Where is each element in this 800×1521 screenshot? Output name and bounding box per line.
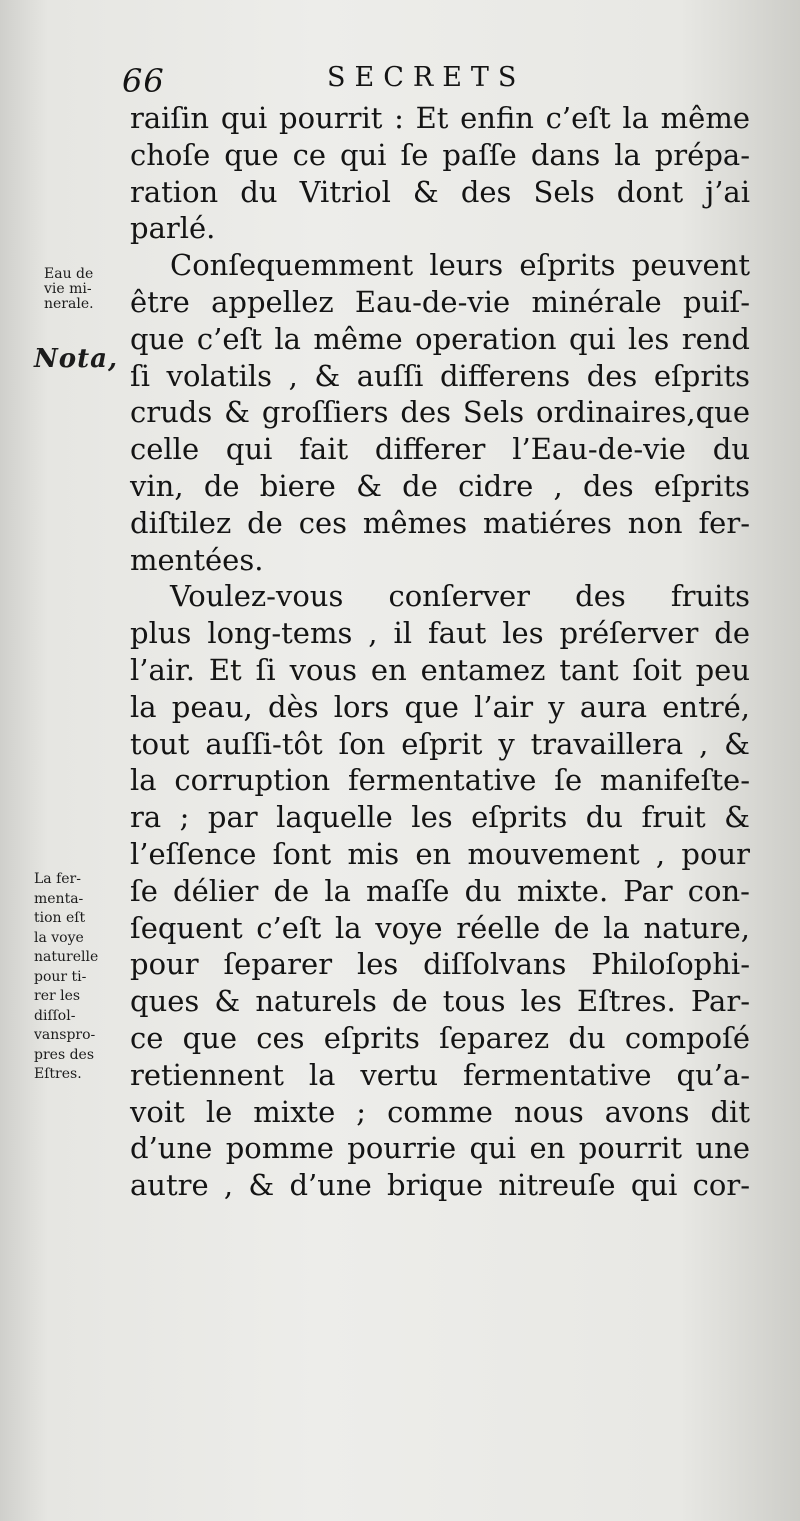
text-line: mentées. [130,542,264,577]
text-line: autre , & d’une brique nitreuſe qui cor- [130,1168,750,1203]
text-line: l’air. Et ſi vous en entamez tant ſoit peu [130,652,750,687]
text-line: ce que ces eſprits ſeparez du compoſé [130,1020,750,1055]
text-line: ſe délier de la maſſe du mixte. Par con- [130,873,750,908]
page-number: 66 [122,62,165,100]
text-line: tout auſſi-tôt ſon eſprit y travaillera , & [130,726,750,761]
text-line: vin, de biere & de cidre , des eſprits [130,468,750,503]
text-line: celle qui fait differer l’Eau-de-vie du [130,432,750,467]
text-line: voit le mixte ; comme nous avons dit [130,1094,750,1129]
text-line: ſequent c’eſt la voye réelle de la nature, [130,910,750,945]
text-line: Conſequemment leurs eſprits peuvent [170,248,750,283]
running-title: SECRETS [327,62,526,93]
text-line: cruds & groſſiers des Sels ordinaires,que [130,395,750,430]
body-text [130,100,750,1204]
text-line: parlé. [130,211,216,246]
text-line: la corruption fermentative ſe manifeſte- [130,763,750,798]
text-line: Voulez-vous conſerver des fruits [170,579,750,614]
text-line: la peau, dès lors que l’air y aura entré, [130,689,750,724]
margin-note-eau-de-vie: Eau de vie mi- nerale. [44,266,94,312]
page-header [122,58,602,102]
text-line: retiennent la vertu fermentative qu’a- [130,1057,750,1092]
margin-note-nota: Nota, [34,344,119,374]
text-line: raiſin qui pourrit : Et enfin c’eſt la même [130,101,750,135]
text-line: ration du Vitriol & des Sels dont j’ai [130,174,750,209]
text-line: ques & naturels de tous les Eſtres. Par- [130,984,750,1019]
text-line: pour ſeparer les diſſolvans Philoſophi- [130,947,750,982]
text-line: diſtilez de ces mêmes matiéres non fer- [130,505,750,540]
margin-note-fermentation: La fer- menta- tion eſt la voye naturelle pour ti- rer les diſſol- vanspro- pres des Eſtres. [34,871,99,1082]
text-line: d’une pomme pourrie qui en pourrit une [130,1131,750,1166]
text-line: que c’eſt la même operation qui les rend [130,321,750,356]
text-line: l’eſſence ſont mis en mouvement , pour [130,836,750,871]
text-line: plus long-tems , il faut les préſerver de [130,616,750,651]
text-line: être appellez Eau-de-vie minérale puiſ- [130,284,750,319]
text-line: ſi volatils , & auſſi differens des eſprits [130,358,750,393]
text-line: ra ; par laquelle les eſprits du fruit & [130,800,750,835]
text-line: choſe que ce qui ſe paſſe dans la prépa- [130,137,750,172]
